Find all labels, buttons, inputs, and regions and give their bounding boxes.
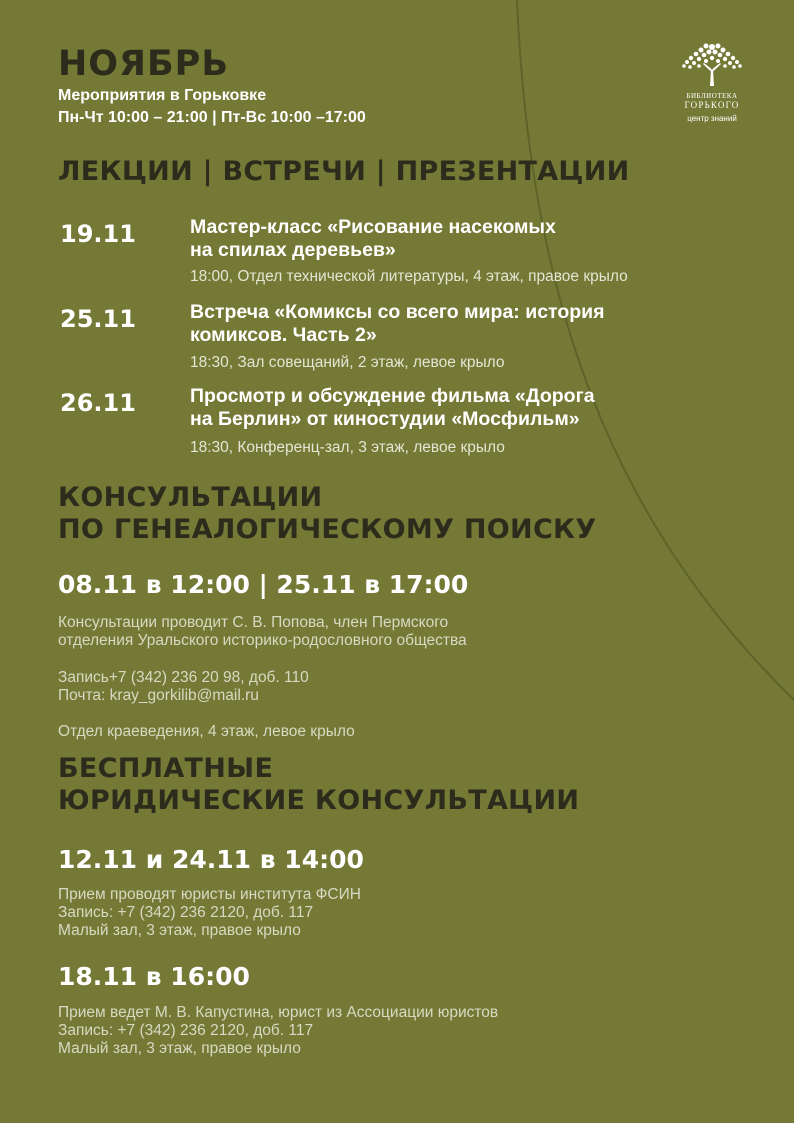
legal-dates: 18.11 в 16:00 (58, 962, 250, 991)
event-title-line: комиксов. Часть 2» (190, 324, 377, 346)
logo-line-1: БИБЛИОТЕКА (686, 92, 738, 100)
event-title-line: Просмотр и обсуждение фильма «Дорога (190, 385, 595, 407)
event-date: 19.11 (60, 220, 136, 248)
legal-detail-line: Прием ведет М. В. Капустина, юрист из Ассоциации юристов (58, 1004, 499, 1021)
event-title-line: Мастер-класс «Рисование насекомых (190, 216, 556, 238)
event-date: 26.11 (60, 389, 136, 417)
legal-heading (58, 753, 579, 817)
legal-details (58, 1004, 698, 1058)
page-title: НОЯБРЬ (58, 44, 230, 84)
lectures-heading: ЛЕКЦИИ | ВСТРЕЧИ | ПРЕЗЕНТАЦИИ (58, 156, 630, 187)
genealogy-contacts (58, 669, 698, 705)
genealogy-place: Отдел краеведения, 4 этаж, левое крыло (58, 723, 355, 740)
event-title-line: на Берлин» от киностудии «Мосфильм» (190, 408, 580, 430)
genealogy-dates: 08.11 в 12:00 | 25.11 в 17:00 (58, 570, 469, 599)
legal-dates: 12.11 и 24.11 в 14:00 (58, 845, 364, 874)
legal-heading-line: БЕСПЛАТНЫЕ (58, 753, 274, 784)
genealogy-phone: Запись+7 (342) 236 20 98, доб. 110 (58, 669, 309, 686)
event-info: 18:30, Конференц-зал, 3 этаж, левое крыло (190, 439, 505, 456)
event-title (190, 301, 690, 347)
logo-line-3: центр знаний (687, 114, 737, 123)
event-info: 18:00, Отдел технической литературы, 4 этаж, правое крыло (190, 268, 628, 285)
genealogy-heading (58, 482, 597, 546)
page-subtitle: Мероприятия в Горьковке (58, 87, 267, 104)
genealogy-description-line: Консультации проводит С. В. Попова, член Пермского (58, 614, 449, 631)
legal-detail-line: Запись: +7 (342) 236 2120, доб. 117 (58, 904, 314, 921)
genealogy-description (58, 614, 698, 650)
genealogy-heading-line: КОНСУЛЬТАЦИИ (58, 482, 323, 513)
legal-detail-line: Прием проводят юристы института ФСИН (58, 886, 361, 903)
legal-heading-line: ЮРИДИЧЕСКИЕ КОНСУЛЬТАЦИИ (58, 785, 580, 816)
legal-detail-line: Запись: +7 (342) 236 2120, доб. 117 (58, 1022, 314, 1039)
legal-detail-line: Малый зал, 3 этаж, правое крыло (58, 1040, 301, 1057)
event-info: 18:30, Зал совещаний, 2 этаж, левое крыло (190, 354, 505, 371)
logo-line-2: ГОРЬКОГО (684, 100, 740, 110)
library-logo (672, 40, 752, 123)
legal-detail-line: Малый зал, 3 этаж, правое крыло (58, 922, 301, 939)
event-date: 25.11 (60, 305, 136, 333)
genealogy-heading-line: ПО ГЕНЕАЛОГИЧЕСКОМУ ПОИСКУ (58, 514, 597, 545)
opening-hours: Пн-Чт 10:00 – 21:00 | Пт-Вс 10:00 –17:00 (58, 109, 366, 126)
tree-icon (679, 40, 745, 86)
legal-details (58, 886, 698, 940)
event-title-line: Встреча «Комиксы со всего мира: история (190, 301, 605, 323)
event-title-line: на спилах деревьев» (190, 239, 396, 261)
genealogy-description-line: отделения Уральского историко-родословного общества (58, 632, 467, 649)
event-title (190, 385, 690, 431)
genealogy-email: Почта: kray_gorkilib@mail.ru (58, 687, 259, 704)
event-title (190, 216, 690, 262)
